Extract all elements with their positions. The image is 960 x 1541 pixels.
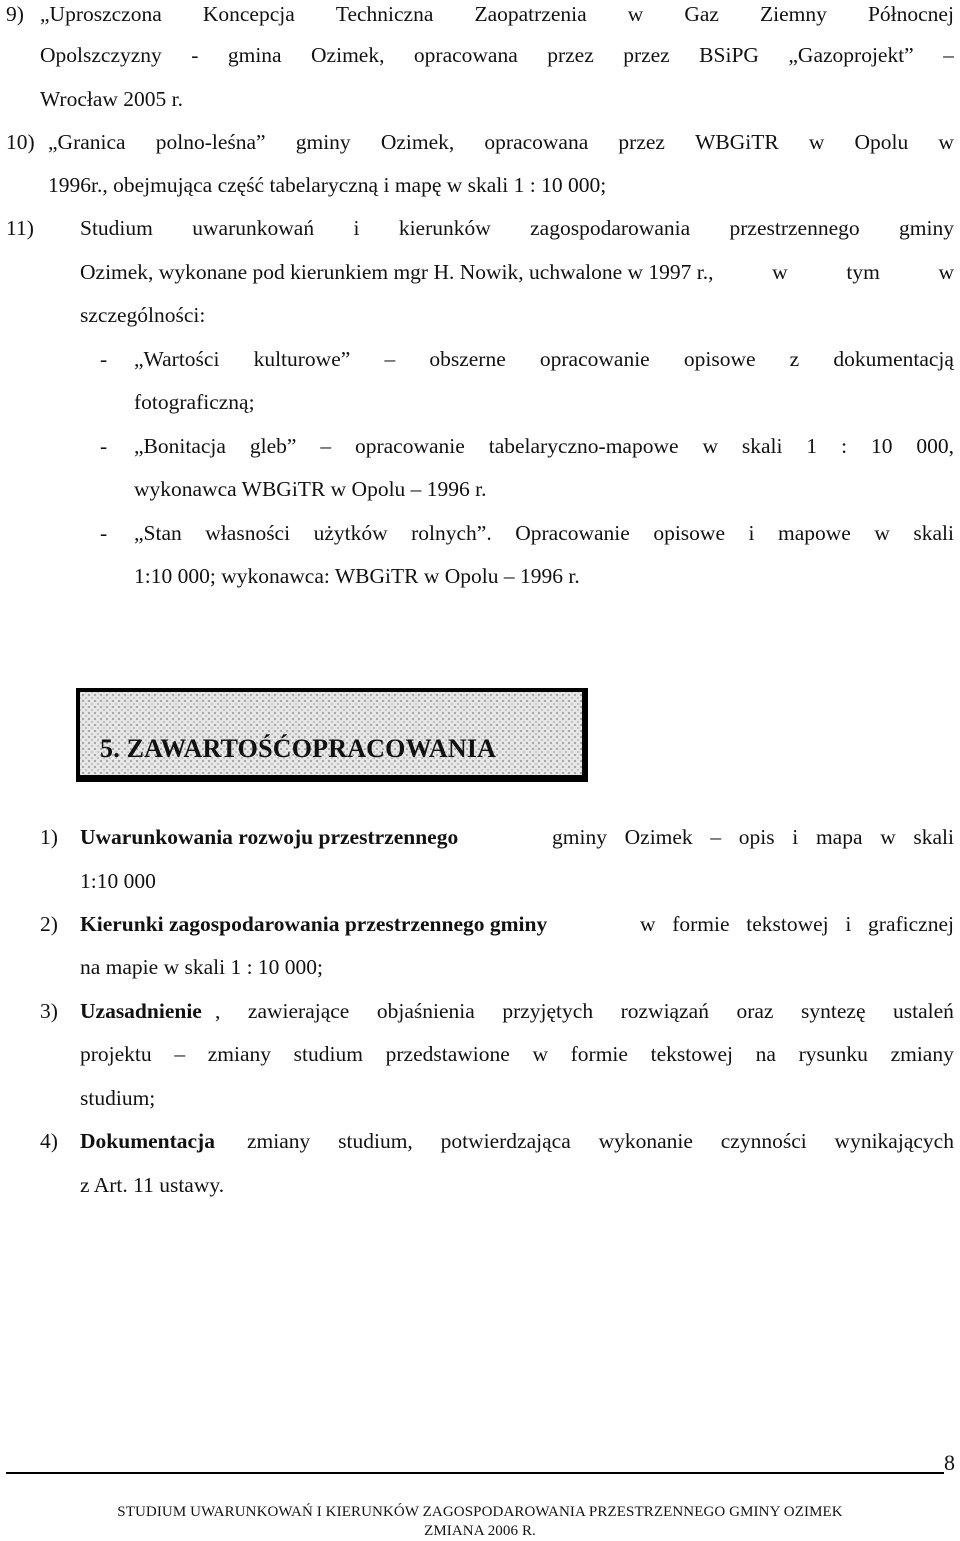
contents-item-2-line-2: na mapie w skali 1 : 10 000; — [80, 955, 324, 979]
sub-item-1-line-1 — [134, 345, 954, 373]
word: i — [748, 521, 755, 545]
word: z — [789, 347, 800, 371]
word: czynności — [720, 1129, 807, 1153]
sub-item-dash: - — [100, 347, 108, 371]
word: tekstowej — [650, 1042, 734, 1066]
word: Gaz — [684, 2, 719, 26]
item-number: 10) — [6, 130, 35, 154]
word: Ozimek, — [311, 43, 385, 67]
word: projektu — [80, 1042, 152, 1066]
footer-divider — [6, 1472, 944, 1474]
list-item-10-line-1 — [48, 128, 954, 156]
word: wynikających — [834, 1129, 954, 1153]
word: oraz — [736, 999, 774, 1023]
word: i — [792, 825, 799, 849]
word: , — [215, 999, 221, 1023]
word: Ozimek — [624, 825, 693, 849]
item-number: 2) — [40, 912, 58, 936]
list-item-9-line-3: Wrocław 2005 r. — [40, 87, 184, 111]
word: Ozimek, wykonane pod kierunkiem mgr H. Nowik, uchwalone w 1997 r., — [80, 260, 714, 284]
word: przedstawione — [385, 1042, 510, 1066]
word: skali — [913, 521, 954, 545]
word: „Granica — [48, 130, 126, 154]
word: rolnych”. — [411, 521, 492, 545]
word: zmiany — [247, 1129, 311, 1153]
word: gminy — [899, 216, 954, 240]
word: WBGiTR — [695, 130, 779, 154]
word: opracowana — [484, 130, 589, 154]
contents-item-2-bold: Kierunki zagospodarowania przestrzennego gminy — [80, 912, 548, 936]
sub-item-dash: - — [100, 434, 108, 458]
contents-item-1-line-2: 1:10 000 — [80, 869, 156, 893]
list-item-10-line-2: 1996r., obejmująca część tabelaryczną i mapę w skali 1 : 10 000; — [48, 173, 607, 197]
word: i — [353, 216, 360, 240]
word: formie — [570, 1042, 628, 1066]
word: „Stan — [134, 521, 182, 545]
word: kierunków — [398, 216, 491, 240]
word: studium, — [338, 1129, 413, 1153]
word: przyjętych — [502, 999, 594, 1023]
word: w — [938, 260, 954, 284]
word: w — [532, 1042, 548, 1066]
word: kulturowe” — [253, 347, 351, 371]
word: Ozimek, — [380, 130, 455, 154]
sub-item-3-line-1 — [134, 519, 954, 547]
page-number: 8 — [944, 1450, 955, 1475]
word: Ziemny — [760, 2, 827, 26]
word: „Uproszczona — [40, 2, 162, 26]
word: uwarunkowań — [192, 216, 315, 240]
footer-title: STUDIUM UWARUNKOWAŃ I KIERUNKÓW ZAGOSPODAROWANIA PRZESTRZENNEGO GMINY OZIMEK — [117, 1504, 843, 1520]
contents-item-3-bold: Uzasadnienie — [80, 999, 202, 1023]
word: „Bonitacja — [134, 434, 226, 458]
word: gleb” — [249, 434, 297, 458]
sub-item-1-line-2: fotograficzną; — [134, 390, 255, 414]
word: rysunku — [798, 1042, 868, 1066]
word: w — [874, 521, 890, 545]
contents-item-4-line-2: z Art. 11 ustawy. — [80, 1173, 225, 1197]
word: obszerne — [429, 347, 506, 371]
word: Opracowanie — [515, 521, 630, 545]
word: zagospodarowania — [530, 216, 691, 240]
word: przez — [623, 43, 670, 67]
sub-item-2-line-2: wykonawca WBGiTR w Opolu – 1996 r. — [134, 477, 487, 501]
word: i — [845, 912, 852, 936]
word: syntezę — [801, 999, 866, 1023]
contents-item-1-line-1 — [552, 823, 954, 851]
word: w — [772, 260, 788, 284]
word: tym — [846, 260, 880, 284]
word: gminy — [552, 825, 607, 849]
footer-subtitle: ZMIANA 2006 R. — [424, 1523, 536, 1539]
word: przestrzennego — [729, 216, 860, 240]
contents-item-1-bold: Uwarunkowania rozwoju przestrzennego — [80, 825, 459, 849]
contents-item-3-line-2 — [80, 1040, 954, 1068]
word: Zaopatrzenia — [474, 2, 587, 26]
word: studium — [293, 1042, 363, 1066]
word: zmiany — [890, 1042, 954, 1066]
word: opisowe — [683, 347, 756, 371]
sub-item-dash: - — [100, 521, 108, 545]
word: – — [710, 825, 722, 849]
item-number: 4) — [40, 1129, 58, 1153]
word: polno-leśna” — [155, 130, 266, 154]
word: - — [191, 43, 199, 67]
word: graficznej — [868, 912, 954, 936]
word: opis — [738, 825, 775, 849]
list-item-11-line-3: szczególności: — [80, 303, 206, 327]
word: Studium — [80, 216, 153, 240]
word: tekstowej — [746, 912, 829, 936]
word: tabelaryczno-mapowe — [488, 434, 679, 458]
word: dokumentacją — [833, 347, 954, 371]
word: w — [880, 825, 896, 849]
sub-item-3-line-2: 1:10 000; wykonawca: WBGiTR w Opolu – 1996 r. — [134, 564, 580, 588]
word: zmiany — [207, 1042, 272, 1066]
word: formie — [672, 912, 730, 936]
word: 1 — [806, 434, 818, 458]
word: w — [702, 434, 718, 458]
word: w — [808, 130, 825, 154]
word: mapa — [815, 825, 863, 849]
word: przez — [547, 43, 594, 67]
word: zawierające — [247, 999, 350, 1023]
word: własności — [205, 521, 291, 545]
word: skali — [741, 434, 783, 458]
word: ustaleń — [893, 999, 954, 1023]
section-heading: 5. ZAWARTOŚĆOPRACOWANIA — [100, 734, 497, 763]
word: potwierdzająca — [440, 1129, 571, 1153]
list-item-9-line-1 — [40, 0, 954, 28]
word: Opolszczyzny — [40, 43, 162, 67]
word: rozwiązań — [620, 999, 709, 1023]
word: Północnej — [867, 2, 954, 26]
word: – — [943, 43, 954, 67]
item-number: 11) — [6, 216, 34, 240]
word: – — [174, 1042, 186, 1066]
word: w — [640, 912, 656, 936]
contents-item-3-line-3: studium; — [80, 1086, 156, 1110]
contents-item-4-bold: Dokumentacja — [80, 1129, 215, 1153]
word: 10 — [870, 434, 893, 458]
word: Techniczna — [335, 2, 434, 26]
word: : — [841, 434, 848, 458]
word: Opolu — [854, 130, 909, 154]
word: w — [938, 130, 954, 154]
item-number: 3) — [40, 999, 58, 1023]
word: Koncepcja — [202, 2, 295, 26]
word: 000, — [916, 434, 954, 458]
contents-item-3-line-1 — [215, 997, 954, 1025]
word: opracowanie — [354, 434, 465, 458]
word: opisowe — [653, 521, 725, 545]
list-item-9-line-2 — [40, 41, 954, 69]
contents-item-2-line-1 — [640, 910, 954, 938]
word: „Gazoprojekt” — [788, 43, 914, 67]
word: w — [627, 2, 644, 26]
word: – — [320, 434, 332, 458]
word: użytków — [313, 521, 388, 545]
item-number: 1) — [40, 825, 58, 849]
word: opracowana — [413, 43, 518, 67]
item-number: 9) — [6, 2, 24, 26]
word: „Wartości — [134, 347, 220, 371]
word: mapowe — [777, 521, 851, 545]
word: przez — [618, 130, 665, 154]
list-item-11-line-2 — [80, 258, 954, 286]
contents-item-4-line-1 — [247, 1127, 954, 1155]
word: na — [755, 1042, 776, 1066]
sub-item-2-line-1 — [134, 432, 954, 460]
list-item-11-line-1 — [80, 214, 954, 242]
word: wykonanie — [598, 1129, 693, 1153]
word: – — [384, 347, 396, 371]
word: BSiPG — [699, 43, 759, 67]
word: gminy — [295, 130, 351, 154]
word: opracowanie — [539, 347, 650, 371]
word: skali — [913, 825, 954, 849]
word: gmina — [227, 43, 282, 67]
word: objaśnienia — [376, 999, 475, 1023]
